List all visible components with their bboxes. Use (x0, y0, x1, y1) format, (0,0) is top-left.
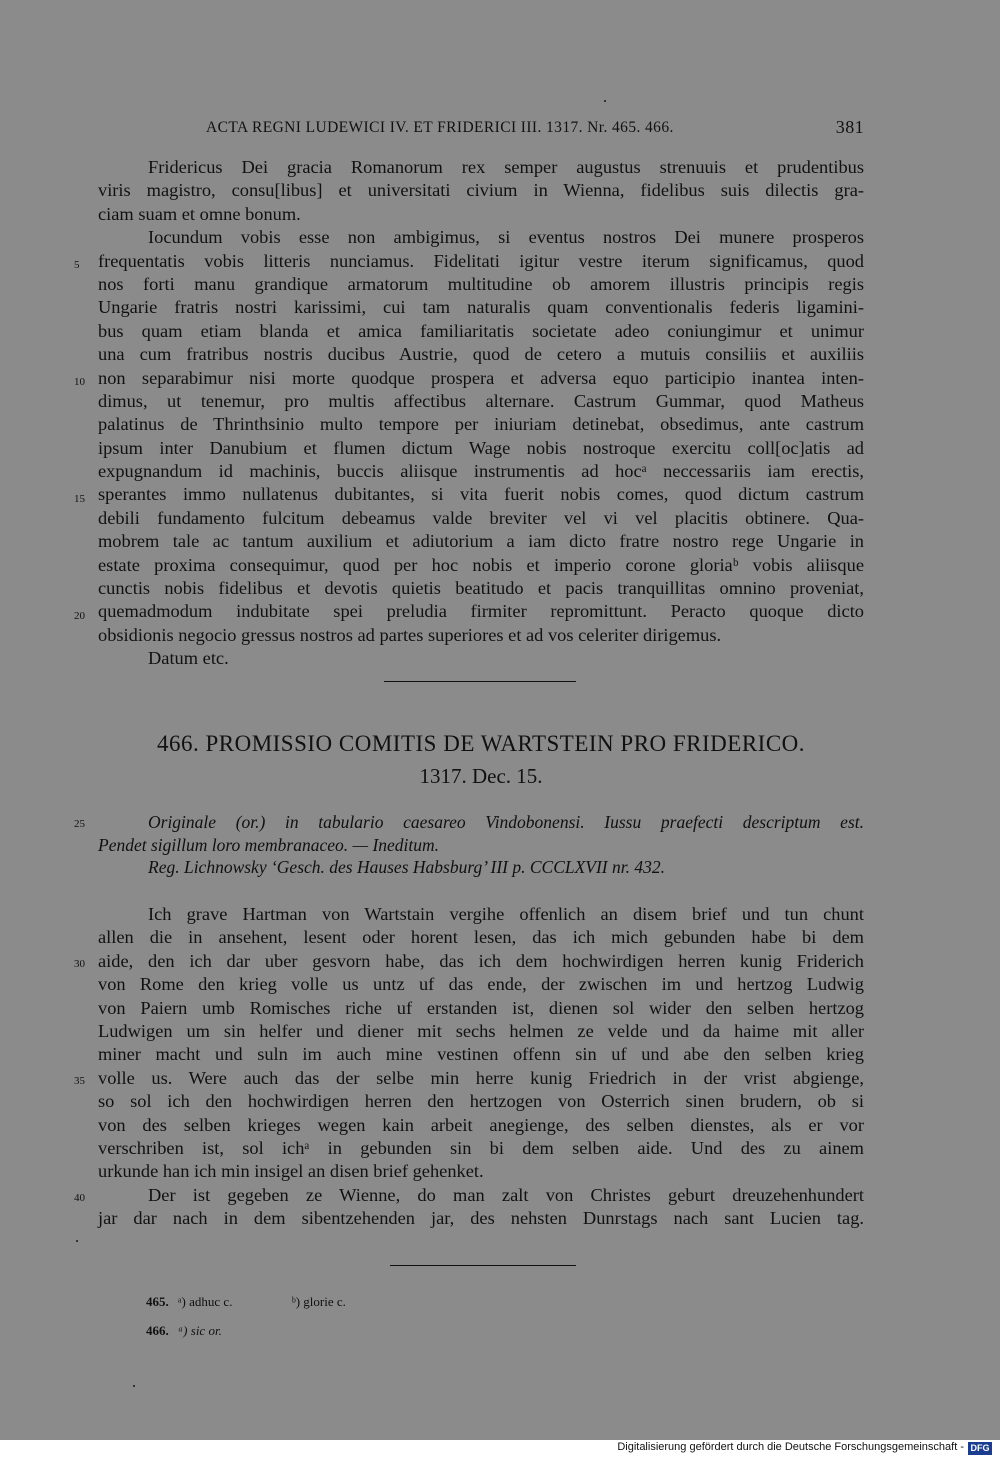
footer-credit: Digitalisierung gefördert durch die Deutsche Forschungsgemeinschaft - (617, 1441, 964, 1453)
footnote-divider (390, 1265, 576, 1266)
section-title: 466. PROMISSIO COMITIS DE WARTSTEIN PRO FRIDERICO. (156, 731, 806, 756)
text-line: Ludwigen um sin helfer und diener mit sechs helmen ze velde und da haime mit aller (98, 1020, 864, 1041)
document-466-text (98, 903, 864, 1230)
source-line: Reg. Lichnowsky ‘Gesch. des Hauses Habsburg’ III p. CCCLXVII nr. 432. (148, 857, 666, 877)
footnote-465 (146, 1294, 346, 1310)
scan-speck (76, 1240, 78, 1242)
text-line: miner macht und suln im auch mine vestinen offenn sin uf und abe den selben krieg (98, 1044, 864, 1065)
source-note (98, 811, 864, 879)
text-line: jar dar nach in dem sibentzehenden jar, des nehsten Dunrstags nach sant Lucien tag. (98, 1208, 864, 1229)
text-line: Datum etc. (148, 648, 229, 669)
document-465-text (98, 156, 864, 671)
text-line: allen die in ansehent, lesent oder horent lesen, das ich mich gebunden habe bi dem (98, 927, 864, 948)
section-divider (384, 681, 576, 682)
text-line: una cum fratribus nostris ducibus Austrie, quod de cetero a mutuis consiliis et auxiliis (98, 344, 864, 365)
page-number: 381 (835, 117, 864, 137)
source-line: Originale (or.) in tabulario caesareo Vindobonensi. Iussu praefecti descriptum est. (148, 812, 864, 832)
line-number: 10 (74, 376, 85, 388)
running-header-title: ACTA REGNI LUDEWICI IV. ET FRIDERICI III. 1317. Nr. 465. 466. (206, 119, 674, 136)
footnote-text: ᵇ) glorie c. (291, 1294, 346, 1309)
line-number: 30 (74, 958, 85, 970)
text-line: Ich grave Hartman von Wartstain vergihe offenlich an disem brief und tun chunt (148, 904, 864, 924)
text-line: von Rome den krieg volle us untz uf das ende, der zwischen im und hertzog Ludwig (98, 974, 864, 995)
scan-speck (604, 100, 606, 102)
text-line: von Paiern umb Romisches riche uf erstanden ist, dienen sol wider den selben hertzog (98, 997, 864, 1018)
text-line: von des selben krieges wegen kain arbeit anegienge, des selben dienstes, als er vor (98, 1114, 864, 1135)
text-line: frequentatis vobis litteris nunciamus. Fidelitati igitur vestre iterum significamus, quod (98, 250, 864, 271)
line-number: 25 (74, 818, 85, 830)
footnote-text: ᵃ) sic or. (178, 1323, 222, 1338)
source-line: Pendet sigillum loro membranaceo. — Ineditum. (98, 834, 440, 855)
text-line: viris magistro, consu[libus] et universitati civium in Wienna, fidelibus suis dilectis gra- (98, 180, 864, 201)
line-number: 35 (74, 1075, 85, 1087)
text-line: aide, den ich dar uber gesvorn habe, das ich dem hochwirdigen herren kunig Friderich (98, 950, 864, 971)
text-line: mobrem tale ac tantum auxilium et adiutorium a iam dicto fratre nostro rege Ungarie in (98, 531, 864, 552)
section-date: 1317. Dec. 15. (419, 764, 543, 788)
text-line: dimus, ut tenemur, pro multis affectibus alternare. Castrum Gummar, quod Matheus (98, 390, 864, 411)
footnote-ref: 466. (146, 1323, 169, 1338)
text-line: so sol ich den hochwirdigen herren den hertzogen von Osterrich sinen brudern, ob si (98, 1091, 864, 1112)
footnote-ref: 465. (146, 1294, 169, 1309)
scan-speck (133, 1385, 135, 1387)
text-line: estate proxima consequimur, quod per hoc nobis et imperio corone gloriaᵇ vobis aliisque (98, 554, 864, 575)
text-line: urkunde han ich min insigel an disen brief gehenket. (98, 1161, 484, 1182)
text-line: ipsum inter Danubium et flumen dictum Wage nobis nostroque exercitu coll[oc]atis ad (98, 437, 864, 458)
footnote-466 (146, 1323, 222, 1339)
line-number: 5 (74, 259, 80, 271)
text-line: obsidionis negocio gressus nostros ad partes superiores et ad vos celeriter dirigemus. (98, 624, 722, 645)
text-line: ciam suam et omne bonum. (98, 203, 301, 224)
line-number: 20 (74, 610, 85, 622)
text-line: Ungarie fratris nostri karissimi, cui tam naturalis quam conventionalis federis ligamini- (98, 297, 864, 318)
text-line: Fridericus Dei gracia Romanorum rex semper augustus strenuuis et prudentibus (148, 157, 864, 177)
text-line: expugnandum id machinis, buccis aliisque instrumentis ad hocᵃ neccessariis iam erectis, (98, 461, 864, 482)
text-line: verschriben ist, sol ichᵃ in gebunden sin bi dem selben aide. Und des zu ainem (98, 1137, 864, 1158)
line-number: 15 (74, 493, 85, 505)
text-line: Der ist gegeben ze Wienne, do man zalt von Christes geburt dreuzehenhundert (148, 1184, 864, 1205)
dfg-logo-icon: DFG (968, 1442, 992, 1455)
text-line: Iocundum vobis esse non ambigimus, si eventus nostros Dei munere prosperos (148, 227, 864, 248)
footnote-text: ᵃ) adhuc c. (178, 1294, 233, 1309)
line-number: 40 (74, 1192, 85, 1204)
text-line: sperantes immo nullatenus dubitantes, si vita fuerit nobis comes, quod dictum castrum (98, 484, 864, 505)
text-line: debili fundamento fulcitum debeamus valde breviter vel vi vel placitis obtinere. Qua- (98, 507, 864, 528)
text-line: cunctis nobis fidelibus et devotis quietis beatitudo et pacis tranquillitas omnino proveniat, (98, 578, 864, 599)
text-line: volle us. Were auch das der selbe min herre kunig Friedrich in der vrist abgienge, (98, 1067, 864, 1088)
text-line: palatinus de Thrinthsinio multo tempore per iniuriam detinebat, obsedimus, ante castrum (98, 414, 864, 435)
text-line: non separabimur nisi morte quodque prospera et adversa equo participio inantea inten- (98, 367, 864, 388)
text-line: bus quam etiam blanda et amica familiaritatis societate adeo coniungimur et unimur (98, 320, 864, 341)
text-line: quemadmodum indubitate spei preludia firmiter repromittunt. Peracto quoque dicto (98, 601, 864, 622)
running-header (98, 119, 868, 139)
text-line: nos forti manu grandique armatorum multitudine ob amorem illustris principis regis (98, 273, 864, 294)
